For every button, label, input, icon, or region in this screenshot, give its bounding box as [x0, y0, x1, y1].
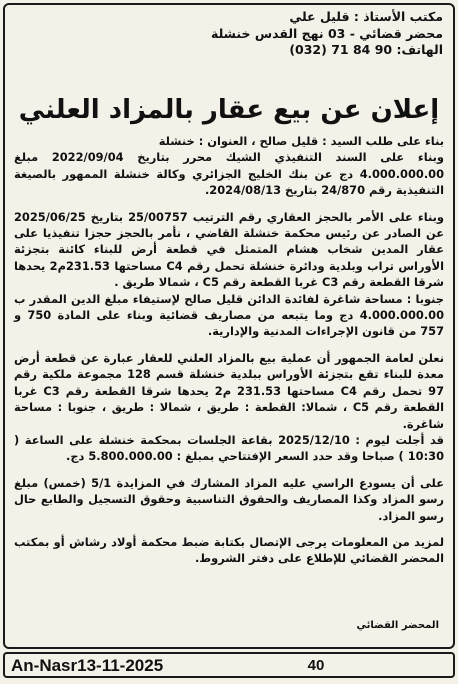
paragraph-seizure-order: وبناء على الأمر بالحجز العقاري رقم الترتيب 25/00757 بتاريخ 2025/06/25 عن الصادر عن رئيس محكمة خنشلة القاضي ، نأمر بالحجز حجزا تنفيذيا على عقار المدين شخاب هشام المتمثل في قطعة أرض للبناء كائنة بتجزئة الأوراس تراب وبلدية ودائرة خنشلة تحمل رقم C4 مساحتها 231.53م2 يحدها شرقا القطعة رقم C3 غربا القطعة رقم C5 ، شمالا طريق .	[14, 209, 444, 290]
announcement-frame	[3, 3, 455, 649]
paragraph-deposit: على أن يسودع الراسي عليه المزاد المشارك في المزايدة 5/1 (خمس) مبلغ رسو المزاد وكذا المصاريف والحقوق التناسبية وحقوق التسجيل والطابع حال رسو المزاد.	[14, 475, 444, 523]
page-number: 40	[307, 657, 325, 674]
announcement-body	[14, 133, 444, 567]
office-header	[183, 9, 443, 59]
office-name: مكتب الأستاذ : قليل علي	[289, 9, 443, 24]
office-phone: الهاتف: 90 84 71 (032)	[289, 42, 443, 57]
signature-label: المحضر القضائي	[356, 620, 439, 631]
announcement-title: إعلان عن بيع عقار بالمزاد العلني	[18, 95, 440, 125]
office-address: محضر قضائي - 03 نهج القدس خنشلة	[211, 25, 443, 41]
newspaper-date-label: An-Nasr13-11-2025	[11, 656, 164, 675]
paragraph-requester: بناء على طلب السيد : قليل صالح ، العنوان : خنشلة	[158, 134, 444, 148]
page-footer	[3, 652, 455, 678]
paragraph-public-notice: نعلن لعامة الجمهور أن عملية بيع بالمزاد العلني للعقار عبارة عن قطعة أرض معدة للبناء تقع بتجزئة الأوراس ببلدية خنشلة قسم 128 مجموعة ملكية رقم 97 تحمل رقم C4 مساحتها 231.53 م2 يحدها شرقا القطعة رقم C3 غربا القطعة رقم C5 ، شمالا: القطعة : طريق ، شمالا : طريق ، جنوبا : مساحة شاغرة.	[14, 350, 444, 431]
paragraph-executive-title: وبناء على السند التنفيذي الشيك محرر بتاريخ 2022/09/04 مبلغ 4.000.000.00 دج عن بنك الخليج الجزائري وكالة خنشلة الممهور بالصيغة التنفيذية رقم 24/870 بتاريخ 2024/08/13.	[14, 150, 444, 198]
paragraph-debt: جنوبا : مساحة شاغرة لفائدة الدائن قليل صالح لإستيفاء مبلغ الدين المقدر ب 4.000.000.00 دج وما يتبعه من مصاريف قضائية وبناء على المادة 750 و 757 من قانون الإجراءات المدنية والإدارية.	[14, 291, 445, 339]
paragraph-contact: لمزيد من المعلومات يرجى الإتصال بكتابة ضبط محكمة أولاد رشاش أو بمكتب المحضر القضائي للإطلاع على دفتر الشروط.	[14, 534, 444, 566]
paragraph-auction-date: قد أجلت ليوم : 2025/12/10 بقاعة الجلسات بمحكمة خنشلة على الساعة ( 10:30 ) صباحا وقد حدد السعر الإفتتاحي بمبلغ : 5.800.000.00 دج.	[14, 432, 444, 464]
